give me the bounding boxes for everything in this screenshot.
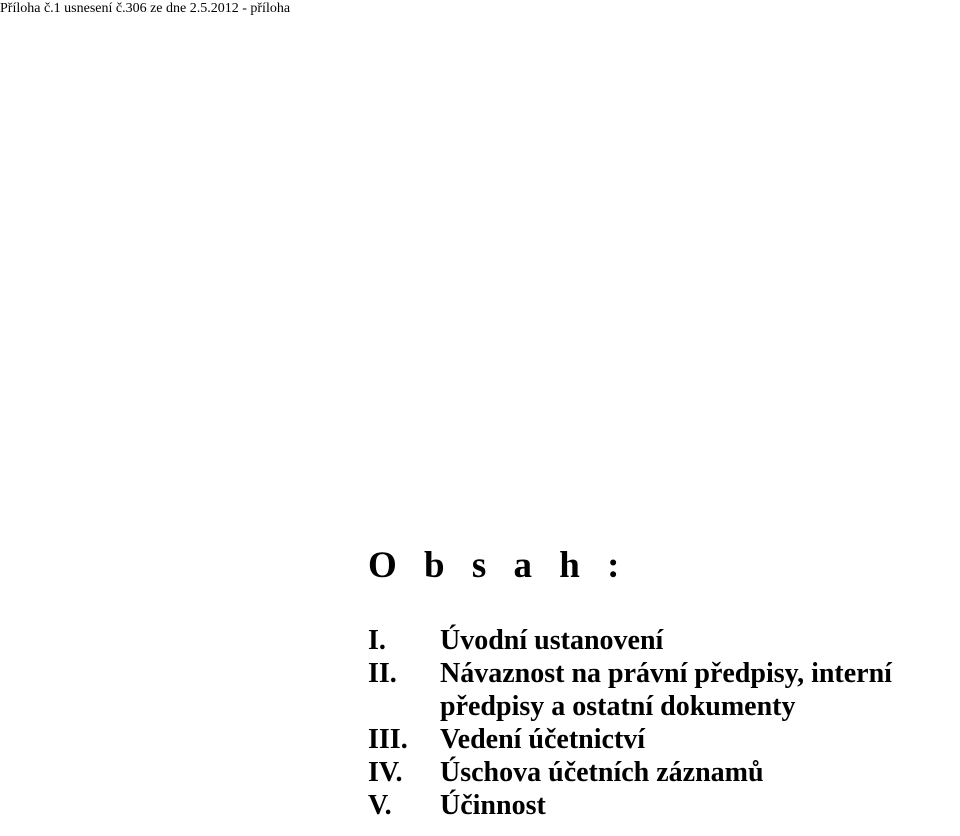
toc-list — [368, 624, 960, 822]
toc-item-text — [440, 756, 960, 789]
toc-item-text — [440, 723, 960, 756]
toc-item-number: II. — [368, 658, 397, 689]
toc-item-4 — [368, 756, 960, 789]
toc-item-text — [440, 657, 960, 723]
toc-item-text-line: Vedení účetnictví — [440, 724, 646, 755]
toc-item-text-line: Účinnost — [440, 790, 546, 821]
toc-item-1 — [368, 624, 960, 657]
toc-item-number: IV. — [368, 757, 403, 788]
toc-item-number: III. — [368, 724, 408, 755]
toc-item-text-line: Návaznost na právní předpisy, interní — [440, 658, 892, 689]
page-header: Příloha č.1 usnesení č.306 ze dne 2.5.2012 - příloha — [0, 1, 291, 16]
toc-item-3 — [368, 723, 960, 756]
toc-item-text — [440, 789, 960, 822]
toc-item-text-line: předpisy a ostatní dokumenty — [440, 691, 796, 722]
toc-item-text-line: Úschova účetních záznamů — [440, 757, 764, 788]
toc-item-number: V. — [368, 790, 392, 821]
table-of-contents — [368, 545, 960, 822]
toc-item-5 — [368, 789, 960, 822]
toc-title: O b s a h : — [368, 545, 629, 586]
toc-item-text-line: Úvodní ustanovení — [440, 625, 664, 656]
toc-item-number: I. — [368, 625, 386, 656]
toc-item-2 — [368, 657, 960, 723]
toc-item-text — [440, 624, 960, 657]
